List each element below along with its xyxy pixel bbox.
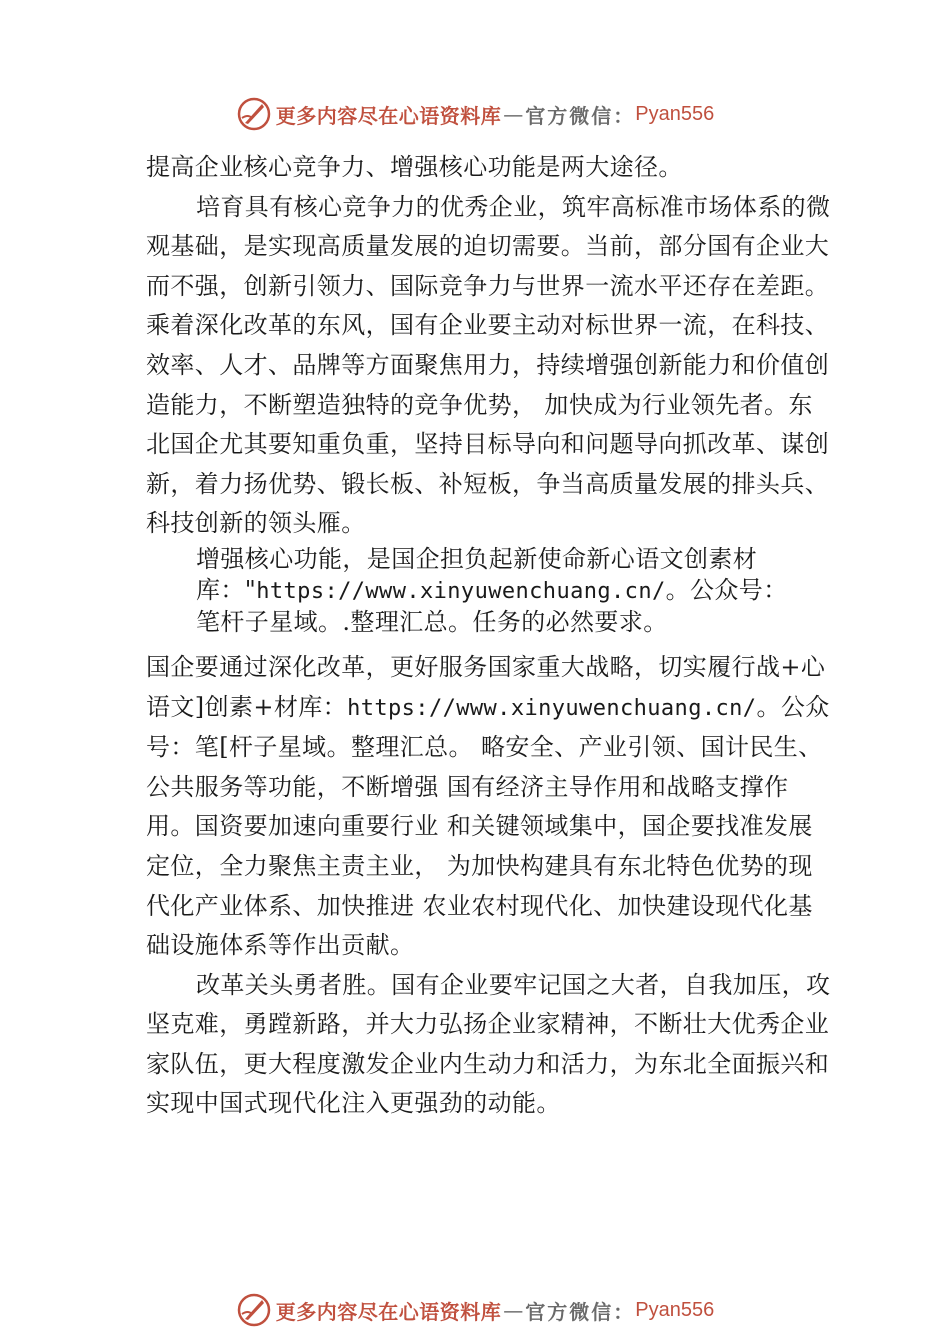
article-body <box>146 148 836 1124</box>
paragraph-text: 。公众号：笔杆子星域。.整理汇总。任务的必然要求。 <box>196 575 788 636</box>
banner-sub-text: 官方微信： <box>525 1299 636 1324</box>
footer-watermark-banner <box>0 1288 950 1332</box>
paragraph: 提高企业核心竞争力、增强核心功能是两大途径。 <box>146 153 683 181</box>
banner-main-text: 更多内容尽在心语资料库 <box>275 1299 502 1324</box>
paragraph <box>146 648 836 966</box>
banner-separator: — <box>503 102 524 126</box>
banner-separator: — <box>503 1298 524 1322</box>
paragraph-text: 国企要通过深化改革，更好服务国家重大战略，切实履行战+心语文]创素+材库： <box>146 652 826 721</box>
banner-main-text: 更多内容尽在心语资料库 <box>275 103 502 128</box>
paragraph-text: 。公众号：笔[杆子星域。整理汇总。 略安全、产业引领、国计民生、公共服务等功能，不断增强 国有经济主导作用和战略支撑作用。国资要加速向重要行业 和关键领域集中，国企要找准发展定位，全力聚焦主责主业， 为加快构建具有东北特色优势的现代化产业体系、加快推进 农业农村现代化、加快建设现代化基础设施体系等作出贡献。 <box>146 692 830 960</box>
quill-logo-icon <box>236 96 272 132</box>
banner-wechat-id: Pyan556 <box>635 1298 715 1321</box>
header-watermark-banner <box>0 92 950 136</box>
paragraph-text: 增强核心功能，是国企担负起新使命新心语文创素材库：" <box>196 544 758 604</box>
paragraph: 培育具有核心竞争力的优秀企业，筑牢高标准市场体系的微观基础，是实现高质量发展的迫切需要。当前，部分国有企业大而不强，创新引领力、国际竞争力与世界一流水平还存在差距。乘着深化改革的东风，国有企业要主动对标世界一流，在科技、效率、人才、品牌等方面聚焦用力，持续增强创新能力和价值创造能力，不断塑造独特的竞争优势， 加快成为行业领先者。东北国企尤其要知重负重，坚持目标导向和问题导向抓改革、谋创新，着力扬优势、锻长板、补短板，争当高质量发展的排头兵、科技创新的领头雁。 <box>146 192 831 538</box>
paragraph-inserted <box>146 544 796 638</box>
banner-wechat-id: Pyan556 <box>635 102 715 125</box>
banner-sub-text: 官方微信： <box>525 103 636 128</box>
paragraph: 改革关头勇者胜。国有企业要牢记国之大者，自我加压，攻坚克难，勇蹚新路，并大力弘扬企业家精神，不断壮大优秀企业家队伍，更大程度激发企业内生动力和活力，为东北全面振兴和实现中国式现代化注入更强劲的动能。 <box>146 970 831 1118</box>
quill-logo-icon <box>236 1292 272 1328</box>
source-url-text: https://www.xinyuwenchuang.cn/ <box>347 695 757 721</box>
source-url-text: https://www.xinyuwenchuang.cn/ <box>256 578 666 604</box>
